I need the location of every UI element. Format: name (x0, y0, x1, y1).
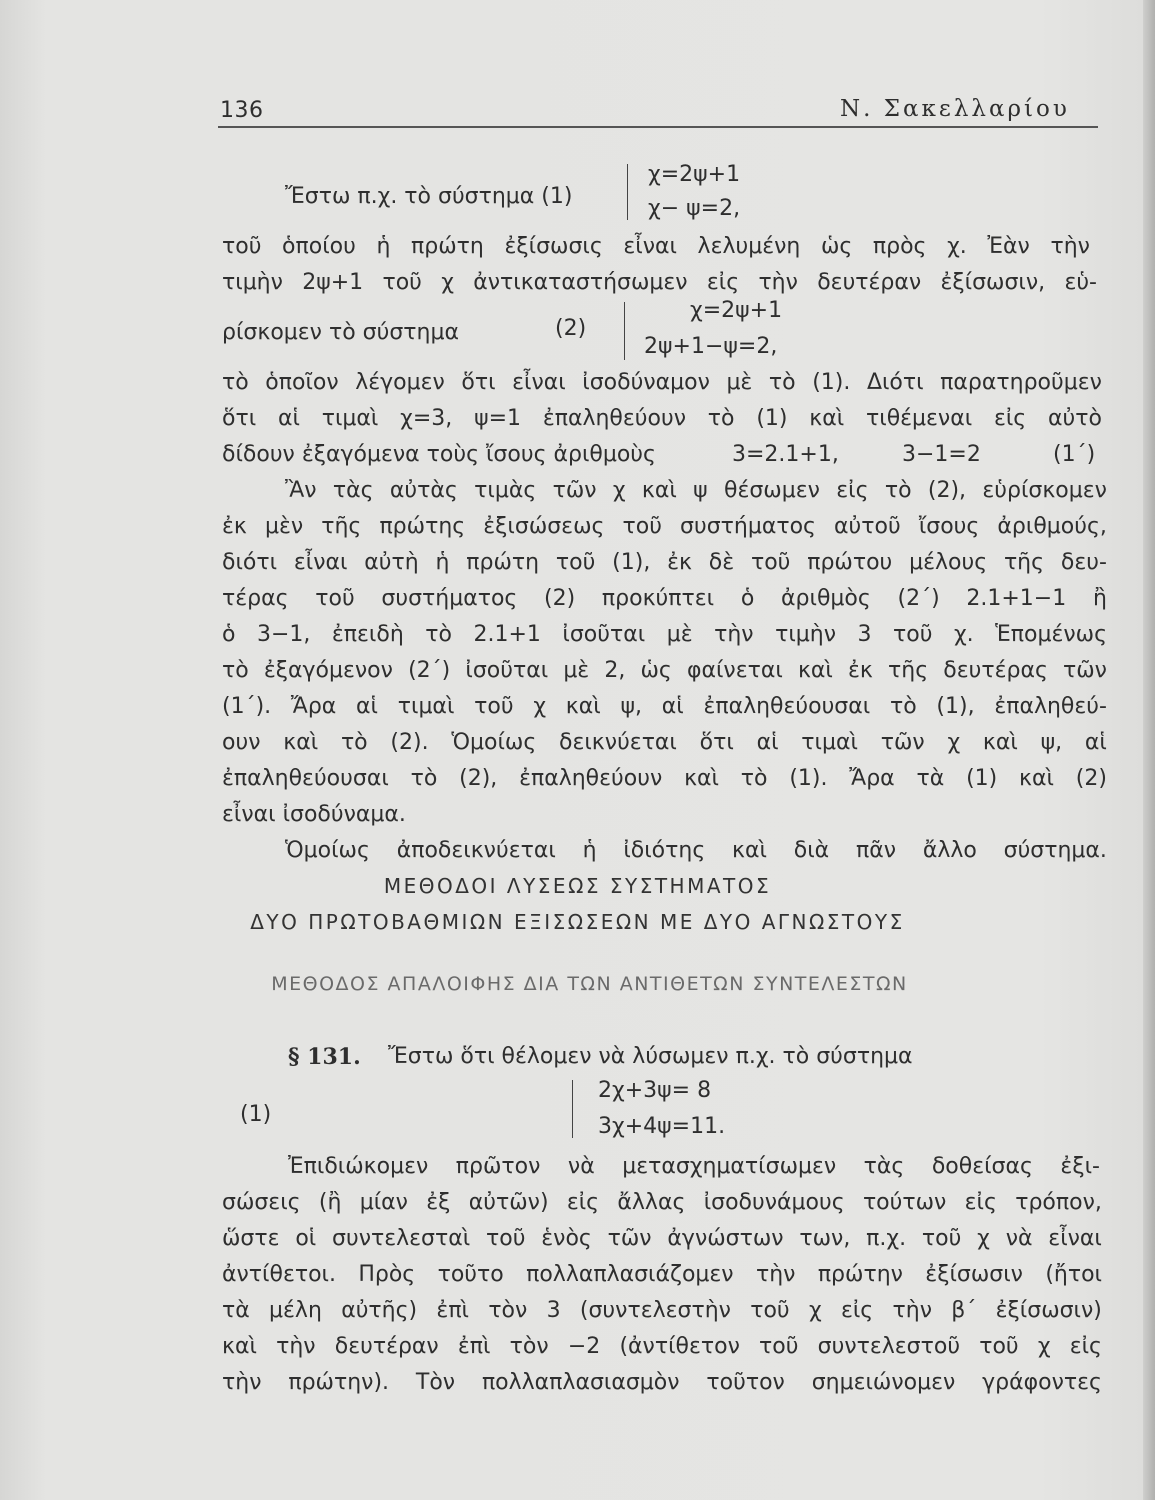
running-header-author: Ν. Σακελλαρίου (840, 96, 1070, 122)
paragraph-line: δίδουν ἐξαγόμενα τοὺς ἴσους ἀριθμοὺς (222, 442, 656, 467)
paragraph-line: Ἐπιδιώκομεν πρῶτον νὰ μετασχηματίσωμεν τὰς δοθείσας ἐξι- (288, 1154, 1100, 1179)
system2-eq2: 2ψ+1−ψ=2, (644, 334, 778, 359)
paragraph-line: ἐκ μὲν τῆς πρώτης ἐξισώσεως τοῦ συστήματος αὐτοῦ ἴσους ἀριθμούς, (222, 514, 1107, 539)
system2-brace (624, 302, 625, 360)
paragraph-line: τὸ ὁποῖον λέγομεν ὅτι εἶναι ἰσοδύναμον μὲ τὸ (1). Διότι παρατηροῦμεν (222, 370, 1102, 395)
system1-eq2: χ− ψ=2, (648, 196, 741, 221)
system3-label: (1) (240, 1102, 272, 1127)
paragraph-line: τιμὴν 2ψ+1 τοῦ χ ἀντικαταστήσωμεν εἰς τὴν δευτέραν ἐξίσωσιν, εὑ- (222, 270, 1097, 295)
paragraph-line: τὴν πρώτην). Τὸν πολλαπλασιασμὸν τοῦτον σημειώνομεν γράφοντες (222, 1370, 1102, 1395)
equation-label: (1΄) (1053, 442, 1096, 467)
paragraph-line: ὁ 3−1, ἐπειδὴ τὸ 2.1+1 ἰσοῦται μὲ τὴν τιμὴν 3 τοῦ χ. Ἑπομένως (222, 622, 1107, 647)
section-number: § 131. (288, 1044, 361, 1070)
paragraph-line: ὅτι αἱ τιμαὶ χ=3, ψ=1 ἐπαληθεύουν τὸ (1) καὶ τιθέμεναι εἰς αὐτὸ (222, 406, 1102, 431)
system3-eq2: 3χ+4ψ=11. (598, 1114, 726, 1139)
paragraph-line: ἀντίθετοι. Πρὸς τοῦτο πολλαπλασιάζομεν τὴν πρώτην ἐξίσωσιν (ἤτοι (222, 1262, 1102, 1287)
paragraph-line: εἶναι ἰσοδύναμα. (222, 802, 406, 827)
paragraph-line: τοῦ ὁποίου ἡ πρώτη ἐξίσωσις εἶναι λελυμένη ὡς πρὸς χ. Ἐὰν τὴν (222, 234, 1090, 259)
equation-inline: 3−1=2 (902, 442, 981, 467)
section-heading-2: ΔΥΟ ΠΡΩΤΟΒΑΘΜΙΩΝ ΕΞΙΣΩΣΕΩΝ ΜΕ ΔΥΟ ΑΓΝΩΣΤΟΥΣ (250, 910, 905, 934)
header-rule (218, 126, 1098, 128)
page-number: 136 (220, 98, 264, 123)
paragraph-line: τὰ μέλη αὐτῆς) ἐπὶ τὸν 3 (συντελεστὴν τοῦ χ εἰς τὴν β΄ ἐξίσωσιν) (222, 1298, 1102, 1323)
paragraph-line: τέρας τοῦ συστήματος (2) προκύπτει ὁ ἀριθμὸς (2΄) 2.1+1−1 ἢ (222, 586, 1107, 611)
paragraph-line: ουν καὶ τὸ (2). Ὁμοίως δεικνύεται ὅτι αἱ τιμαὶ τῶν χ καὶ ψ, αἱ (222, 730, 1107, 755)
system1-intro: Ἔστω π.χ. τὸ σύστημα (1) (285, 184, 573, 209)
system3-eq1: 2χ+3ψ= 8 (598, 1078, 712, 1103)
paragraph-line: ὥστε οἱ συντελεσταὶ τοῦ ἑνὸς τῶν ἀγνώστων των, π.χ. τοῦ χ νὰ εἶναι (222, 1226, 1102, 1251)
paragraph-line: Ἂν τὰς αὐτὰς τιμὰς τῶν χ καὶ ψ θέσωμεν εἰς τὸ (2), εὑρίσκομεν (285, 478, 1107, 503)
paragraph-line: σώσεις (ἢ μίαν ἐξ αὐτῶν) εἰς ἄλλας ἰσοδυνάμους τούτων εἰς τρόπον, (222, 1190, 1102, 1215)
page-edge-shadow (1143, 0, 1155, 1500)
system3-brace (572, 1080, 573, 1138)
equation-inline: 3=2.1+1, (732, 442, 839, 467)
system1-eq1: χ=2ψ+1 (648, 162, 741, 187)
system2-intro: ρίσκομεν τὸ σύστημα (222, 320, 459, 345)
system1-brace (627, 164, 628, 220)
paragraph-line: Ὁμοίως ἀποδεικνύεται ἡ ἰδιότης καὶ διὰ πᾶν ἄλλο σύστημα. (285, 838, 1107, 863)
paragraph-line: καὶ τὴν δευτέραν ἐπὶ τὸν −2 (ἀντίθετον τοῦ συντελεστοῦ τοῦ χ εἰς (222, 1334, 1102, 1359)
paragraph-line: τὸ ἐξαγόμενον (2΄) ἰσοῦται μὲ 2, ὡς φαίνεται καὶ ἐκ τῆς δευτέρας τῶν (222, 658, 1107, 683)
paragraph-line: ἐπαληθεύουσαι τὸ (2), ἐπαληθεύουν καὶ τὸ (1). Ἄρα τὰ (1) καὶ (2) (222, 766, 1107, 791)
method-heading: ΜΕΘΟΔΟΣ ΑΠΑΛΟΙΦΗΣ ΔΙΑ ΤΩΝ ΑΝΤΙΘΕΤΩΝ ΣΥΝΤΕΛΕΣΤΩΝ (271, 973, 908, 995)
paragraph-line: (1΄). Ἄρα αἱ τιμαὶ τοῦ χ καὶ ψ, αἱ ἐπαληθεύουσαι τὸ (1), ἐπαληθεύ- (222, 694, 1107, 719)
system2-label: (2) (555, 316, 587, 341)
section-intro: Ἔστω ὅτι θέλομεν νὰ λύσωμεν π.χ. τὸ σύστημα (388, 1044, 913, 1069)
section-heading-1: ΜΕΘΟΔΟΙ ΛΥΣΕΩΣ ΣΥΣΤΗΜΑΤΟΣ (383, 874, 772, 898)
system2-eq1: χ=2ψ+1 (690, 298, 783, 323)
paragraph-line: διότι εἶναι αὐτὴ ἡ πρώτη τοῦ (1), ἐκ δὲ τοῦ πρώτου μέλους τῆς δευ- (222, 550, 1107, 575)
